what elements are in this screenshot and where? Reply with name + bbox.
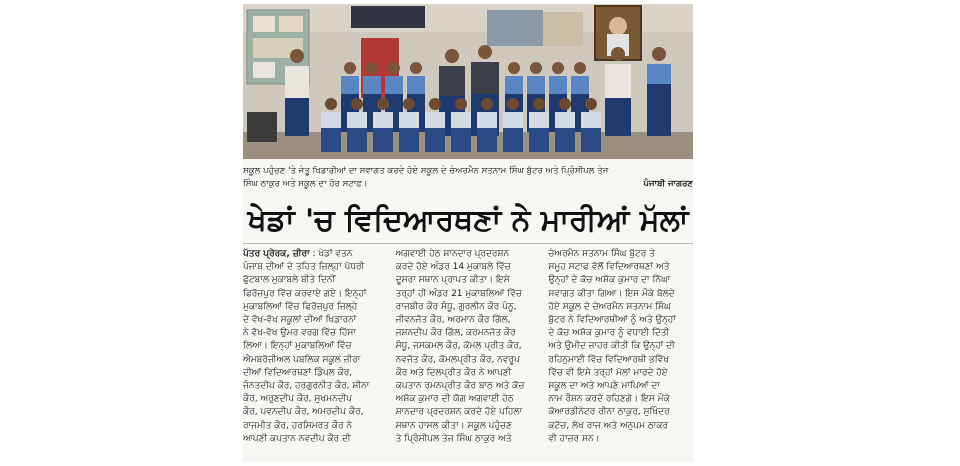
column-line: ਹੋਏ ਸਕੂਲ ਦੇ ਚੇਅਰਮੈਨ ਸਤਨਾਮ ਸਿੰਘ bbox=[548, 301, 671, 312]
column-line: ਰਹਿਨੁਮਾਈ ਵਿੱਚ ਵਿਦਿਆਰਥੀ ਭਵਿੱਖ bbox=[548, 354, 669, 365]
column-line: ਸ਼ਾਨਦਾਰ ਪ੍ਰਦਰਸ਼ਨ ਕਰਦੇ ਹੋਏ ਪਹਿਲਾ bbox=[395, 407, 523, 418]
column-line: ਕਟੋਚ, ਲੇਖ ਰਾਜ ਅਤੇ ਅਨੁਪਮ ਠਾਕਰ bbox=[548, 420, 669, 431]
column-line: ਨਾਮ ਰੌਸ਼ਨ ਕਰਦੇ ਰਹਿਣਗੇ। ਇਸ ਮੌਕੇ bbox=[548, 394, 670, 405]
column-line: ਕੌਰ, ਪਵਨਦੀਪ ਕੌਰ, ਅਮਰਦੀਪ ਕੌਰ, bbox=[243, 407, 364, 418]
column-line: ਮੁਕਾਬਲਿਆਂ ਵਿੱਚ ਫਿਰੋਜ਼ਪੁਰ ਜ਼ਿਲ੍ਹੇ bbox=[243, 301, 358, 312]
column-line: ਸਥਾਨ ਹਾਸਲ ਕੀਤਾ। ਸਕੂਲ ਪਹੁੰਚਣ bbox=[395, 420, 512, 431]
column-line: ਕੌਰ ਅਤੇ ਦਿਲਪ੍ਰੀਤ ਕੌਰ ਨੇ ਆਪਣੀ bbox=[395, 367, 512, 378]
column-line: ਰਾਜਮੀਤ ਕੌਰ, ਹਰਸਿਮਰਤ ਕੌਰ ਨੇ bbox=[243, 420, 353, 431]
column-line: ਅਤੇ ਉਮੀਦ ਜ਼ਾਹਰ ਕੀਤੀ ਕਿ ਉਨ੍ਹਾਂ ਦੀ bbox=[548, 341, 675, 352]
column-line bbox=[243, 248, 388, 261]
caption-line-1: ਸਕੂਲ ਪਹੁੰਚਣ 'ਤੇ ਜੇਤੂ ਖਿਡਾਰੀਆਂ ਦਾ ਸਵਾਗਤ ਕਰਦੇ ਹੋਏ ਸਕੂਲ ਦੇ ਚੇਅਰਮੈਨ ਸਤਨਾਮ ਸਿੰਘ ਬੁੱਟਰ ਅਤੇ ਪ੍ਰਿੰਸੀਪਲ ਤੇਜ bbox=[243, 166, 609, 176]
headline: ਖੇਡਾਂ 'ਚ ਵਿਦਿਆਰਥਣਾਂ ਨੇ ਮਾਰੀਆਂ ਮੱਲਾਂ bbox=[247, 203, 689, 238]
column-line: ਅਗਵਾਈ ਹੇਠ ਸ਼ਾਨਦਾਰ ਪ੍ਰਦਰਸ਼ਨ bbox=[395, 249, 510, 259]
column-line: ਚੇਅਰਮੈਨ ਸਤਨਾਮ ਸਿੰਘ ਬੁੱਟਰ ਤੇ bbox=[548, 249, 655, 259]
column-line: ਕਰਦੇ ਹੋਏ ਅੰਡਰ 14 ਮੁਕਾਬਲੇ ਵਿੱਚ bbox=[395, 262, 511, 273]
column-line: ਦੂਸਰਾ ਸਥਾਨ ਪ੍ਰਾਪਤ ਕੀਤਾ। ਇਸੇ bbox=[395, 275, 510, 286]
column-line: ਬੁੱਟਰ ਨੇ ਵਿਦਿਆਰਥੀਆਂ ਨੂੰ ਅਤੇ ਉਨ੍ਹਾਂ bbox=[548, 315, 676, 326]
column-line: ਰਾਜਬੀਰ ਕੌਰ ਸੰਧੂ, ਗੁਰਲੀਨ ਕੌਰ ਪੰਨੂ, bbox=[395, 301, 517, 312]
caption-line-2: ਸਿੰਘ ਠਾਕੁਰ ਅਤੇ ਸਕੂਲ ਦਾ ਹੋਰ ਸਟਾਫ਼। bbox=[243, 179, 368, 189]
caption-line-2-row bbox=[243, 178, 693, 191]
column-text: : ਖੇਡਾਂ ਵਤਨ bbox=[312, 249, 353, 259]
column-line: ਲਿਆ। ਇਨ੍ਹਾਂ ਮੁਕਾਬਲਿਆਂ ਵਿੱਚ bbox=[243, 341, 352, 352]
byline: ਪੱਤਰ ਪ੍ਰੇਰਕ, ਜ਼ੀਰਾ bbox=[243, 249, 310, 259]
group-photo bbox=[243, 4, 693, 159]
column-line: ਨੇ ਵੱਖ-ਵੱਖ ਉਮਰ ਵਰਗ ਵਿੱਚ ਹਿੱਸਾ bbox=[243, 328, 356, 339]
photo-credit: ਪੰਜਾਬੀ ਜਾਗਰਣ bbox=[643, 179, 693, 189]
column-line: ਐਮਬਰੋਜ਼ੀਅਲ ਪਬਲਿਕ ਸਕੂਲ ਜ਼ੀਰਾ bbox=[243, 354, 361, 365]
column-line: ਦੀਆਂ ਵਿਦਿਆਰਥਣਾਂ ਡਿੰਪਲ ਕੌਰ, bbox=[243, 367, 353, 378]
column-line: ਸਵਾਗਤ ਕੀਤਾ ਗਿਆ। ਇਸ ਮੌਕੇ ਬੋਲਦੇ bbox=[548, 288, 675, 299]
column-line: ਜਸ਼ਨਦੀਪ ਕੌਰ ਗਿੱਲ, ਕਰਮਨਜੋਤ ਕੌਰ bbox=[395, 328, 516, 339]
column-line: ਦੇ ਕੋਚ ਅਸ਼ੋਕ ਕੁਮਾਰ ਨੂੰ ਵਧਾਈ ਦਿੱਤੀ bbox=[548, 328, 670, 339]
column-line: ਨਵਜੋਤ ਕੌਰ, ਕੋਮਲਪ੍ਰੀਤ ਕੌਰ, ਨਵਰੂਪ bbox=[395, 354, 520, 365]
column-line: ਕਪਤਾਨ ਰਮਨਪ੍ਰੀਤ ਕੌਰ ਬਾਠ ਅਤੇ ਕੋਚ bbox=[395, 381, 525, 392]
column-line: ਫਿਰੋਜ਼ਪੁਰ ਵਿੱਚ ਕਰਵਾਏ ਗਏ। ਇਨ੍ਹਾਂ bbox=[243, 288, 367, 299]
divider bbox=[243, 243, 693, 244]
news-clipping bbox=[243, 4, 693, 462]
column-line: ਜੰਨਤਦੀਪ ਕੌਰ, ਹਰਗੁਰਨੀਤ ਕੌਰ, ਸ਼ੀਨਾ bbox=[243, 381, 370, 392]
article-body bbox=[243, 248, 693, 460]
column-line: ਕੋਆਰਡੀਨੇਟਰ ਰੀਨਾ ਠਾਕੁਰ, ਸੁਖਿੰਦਰ bbox=[548, 407, 670, 418]
column-line: ਜੀਵਨਜੋਤ ਕੌਰ, ਅਰਮਾਨ ਕੌਰ ਗਿੱਲ, bbox=[395, 315, 511, 326]
column-line: ਉਨ੍ਹਾਂ ਦੇ ਕੋਚ ਅਸ਼ੋਕ ਕੁਮਾਰ ਦਾ ਨਿੱਘਾ bbox=[548, 275, 671, 286]
column-line: ਸਮੂਹ ਸਟਾਫ ਵੱਲੋਂ ਵਿਦਿਆਰਥਣਾਂ ਅਤੇ bbox=[548, 262, 670, 273]
column-line: ਵੀ ਹਾਜ਼ਰ ਸਨ। bbox=[548, 433, 600, 444]
group-photo-illustration bbox=[243, 4, 693, 159]
column-line: ਫੁੱਟਬਾਲ ਮੁਕਾਬਲੇ ਬੀਤੇ ਦਿਨੀਂ bbox=[243, 275, 336, 286]
column-line: ਵਿੱਚ ਵੀ ਇਸੇ ਤਰ੍ਹਾਂ ਮੱਲਾਂ ਮਾਰਦੇ ਹੋਏ bbox=[548, 367, 668, 378]
column-line: ਸਕੂਲ ਦਾ ਅਤੇ ਆਪਣੇ ਮਾਪਿਆਂ ਦਾ bbox=[548, 381, 660, 392]
column-line: ਤਰ੍ਹਾਂ ਹੀ ਅੰਡਰ 21 ਮੁਕਾਬਲਿਆਂ ਵਿੱਚ bbox=[395, 288, 522, 299]
column-line: ਪੰਜਾਬ ਦੀਆਂ ਦੇ ਤਹਿਤ ਜ਼ਿਲ੍ਹਾ ਪੱਧਰੀ bbox=[243, 262, 365, 273]
column-line: ਦੇ ਵੱਖ-ਵੱਖ ਸਕੂਲਾਂ ਦੀਆਂ ਖਿਡਾਰਨਾਂ bbox=[243, 315, 357, 326]
article-column-1 bbox=[243, 248, 388, 460]
article-column-2 bbox=[396, 248, 541, 460]
column-line: ਅਸ਼ੋਕ ਕੁਮਾਰ ਦੀ ਯੋਗ ਅਗਵਾਈ ਹੇਠ bbox=[395, 394, 514, 405]
photo-caption bbox=[243, 165, 693, 197]
column-line: ਆਪਣੀ ਕਪਤਾਨ ਨਵਦੀਪ ਕੌਰ ਦੀ bbox=[243, 433, 351, 444]
column-line: ਤੇ ਪ੍ਰਿੰਸੀਪਲ ਤੇਜ ਸਿੰਘ ਠਾਕੁਰ ਅਤੇ bbox=[395, 433, 512, 444]
column-line: ਕੌਰ, ਅਰੁਣਦੀਪ ਕੌਰ, ਸੁਖਮਨਦੀਪ bbox=[243, 394, 353, 405]
column-line: ਸੰਧੂ, ਜਸਕਮਲ ਕੌਰ, ਕੋਮਲ ਪ੍ਰੀਤ ਕੌਰ, bbox=[395, 341, 522, 352]
article-column-3 bbox=[548, 248, 693, 460]
